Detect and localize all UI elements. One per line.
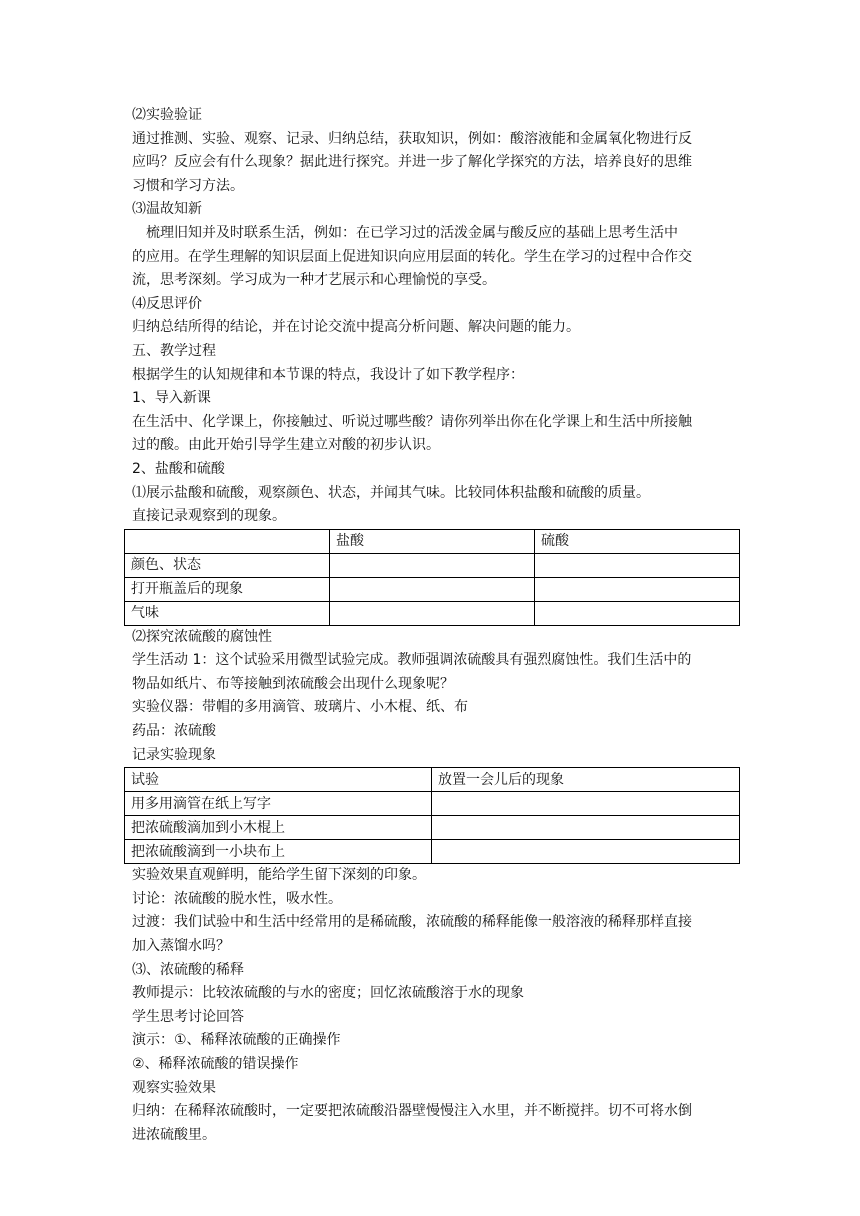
document-page [132,104,742,1147]
table-cell: 硫酸 [535,529,740,553]
text-line: 演示：①、稀释浓硫酸的正确操作 [132,1032,341,1049]
table-cell: 把浓硫酸滴到一小块布上 [125,840,432,864]
table-cell: 用多用滴管在纸上写字 [125,792,432,816]
observation-table [124,529,740,626]
text-line: 通过推测、实验、观察、记录、归纳总结，获取知识，例如：酸溶液能和金属氧化物进行反 [132,130,692,147]
table-cell [535,553,740,577]
table-header-row [125,768,740,792]
text-line: 进浓硫酸里。 [132,1126,216,1143]
section-between-tables [132,626,742,768]
table-cell: 颜色、状态 [125,553,330,577]
text-line: 过的酸。由此开始引导学生建立对酸的初步认识。 [132,437,440,454]
text-line: 物品如纸片、布等接触到浓硫酸会出现什么现象呢？ [132,675,454,692]
table-cell: 气味 [125,601,330,625]
table-cell [535,577,740,601]
text-line: 记录实验现象 [132,746,216,763]
table-cell: 盐酸 [330,529,535,553]
table-cell [125,529,330,553]
text-line: 讨论：浓硫酸的脱水性，吸水性。 [132,890,342,907]
table-cell: 放置一会儿后的现象 [432,768,740,792]
table-row [125,601,740,625]
table-cell: 把浓硫酸滴加到小木棍上 [125,816,432,840]
table-cell [432,840,740,864]
text-line: 过渡：我们试验中和生活中经常用的是稀硫酸，浓硫酸的稀释能像一般溶液的稀释那样直接 [132,914,692,931]
table-cell: 试验 [125,768,432,792]
table-cell [432,792,740,816]
text-line: 在生活中、化学课上，你接触过、听说过哪些酸？请你列举出你在化学课上和生活中所接触 [132,413,692,430]
text-line: 习惯和学习方法。 [132,177,244,194]
text-line: 实验效果直观鲜明，能给学生留下深刻的印象。 [132,867,426,884]
table-cell [330,577,535,601]
table-row [125,816,740,840]
experiment-table [124,767,740,864]
text-line: 根据学生的认知规律和本节课的特点，我设计了如下教学程序： [132,366,524,383]
text-line: 梳理旧知并及时联系生活，例如：在已学习过的活泼金属与酸反应的基础上思考生活中 [146,224,678,241]
table-cell [432,816,740,840]
text-line: 学生思考讨论回答 [132,1008,244,1025]
text-line: 流，思考深刻。学习成为一种才艺展示和心理愉悦的享受。 [132,272,496,289]
text-line: ⑶温故知新 [132,201,202,218]
text-line: 应吗？反应会有什么现象？据此进行探究。并进一步了解化学探究的方法，培养良好的思维 [132,154,692,171]
text-line: ⑷反思评价 [132,295,202,312]
text-line: 归纳：在稀释浓硫酸时，一定要把浓硫酸沿器壁慢慢注入水里，并不断搅拌。切不可将水倒 [132,1103,692,1120]
text-line: ②、稀释浓硫酸的错误操作 [132,1056,299,1072]
text-line: ⑵实验验证 [132,107,202,123]
table-header-row [125,529,740,553]
table-row [125,553,740,577]
text-line: 观察实验效果 [132,1079,216,1096]
section-after-table2 [132,864,742,1147]
text-line: 2、盐酸和硫酸 [132,460,225,477]
text-line: 归纳总结所得的结论，并在讨论交流中提高分析问题、解决问题的能力。 [132,319,580,336]
table-row [125,577,740,601]
text-line: 教师提示：比较浓硫酸的与水的密度；回忆浓硫酸溶于水的现象 [132,985,524,1002]
text-line: 1、导入新课 [132,390,211,407]
text-line: 直接记录观察到的现象。 [132,508,286,525]
text-line: 学生活动 1：这个试验采用微型试验完成。教师强调浓硫酸具有强烈腐蚀性。我们生活中的 [132,652,692,669]
text-line: ⑵探究浓硫酸的腐蚀性 [132,628,272,645]
text-line: ⑶、浓硫酸的稀释 [132,961,244,978]
table-cell [330,553,535,577]
table-row [125,792,740,816]
text-line: 实验仪器：带帽的多用滴管、玻璃片、小木棍、纸、布 [132,699,468,716]
text-line: 的应用。在学生理解的知识层面上促进知识向应用层面的转化。学生在学习的过程中合作交 [132,248,692,265]
section-before-table1 [132,104,742,529]
text-line: 药品：浓硫酸 [132,723,216,740]
text-line: 五、教学过程 [132,342,216,359]
table-cell: 打开瓶盖后的现象 [125,577,330,601]
text-line: 加入蒸馏水吗？ [132,938,230,955]
table-cell [330,601,535,625]
table-row [125,840,740,864]
text-line: ⑴展示盐酸和硫酸，观察颜色、状态，并闻其气味。比较同体积盐酸和硫酸的质量。 [132,484,650,501]
table-cell [535,601,740,625]
